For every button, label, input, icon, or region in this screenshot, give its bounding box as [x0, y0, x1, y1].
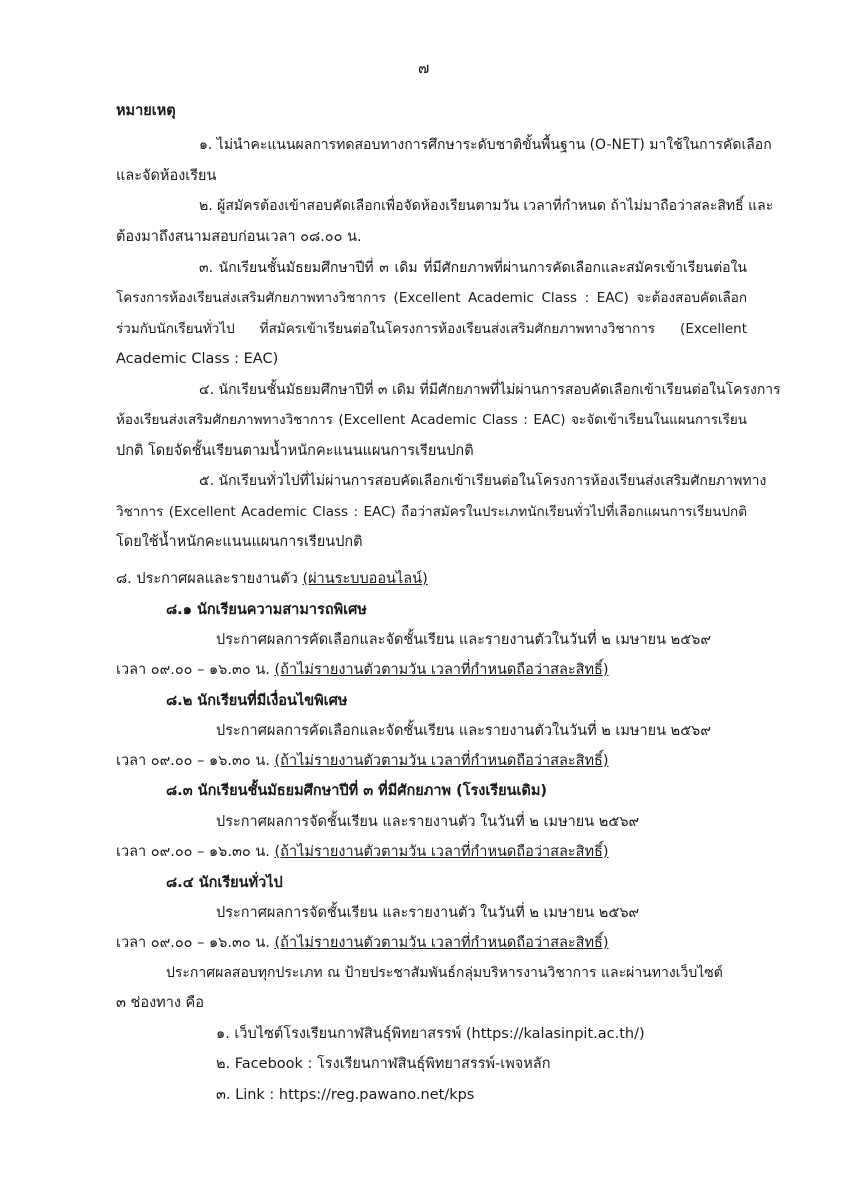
remark-1-line-1: ๑. ไม่นำคะแนนผลการทดสอบทางการศึกษาระดับชาติขั้นพื้นฐาน (O-NET) มาใช้ในการคัดเลือก [199, 137, 772, 153]
channels-intro-line-1: ประกาศผลสอบทุกประเภท ณ ป้ายประชาสัมพันธ์กลุ่มบริหารงานวิชาการ และผ่านทางเว็บไซต์ [166, 965, 723, 981]
section-8-3-time-text: เวลา ๐๙.๐๐ – ๑๖.๓๐ น. [116, 844, 275, 860]
remark-5-line-3: โดยใช้น้ำหนักคะแนนแผนการเรียนปกติ [116, 534, 363, 550]
section-8-4-detail: ประกาศผลการจัดชั้นเรียน และรายงานตัว ในวันที่ ๒ เมษายน ๒๕๖๙ [216, 905, 640, 921]
section-8-3-time [116, 842, 609, 862]
announce-heading [116, 569, 428, 589]
remark-2-line-1: ๒. ผู้สมัครต้องเข้าสอบคัดเลือกเพื่อจัดห้องเรียนตามวัน เวลาที่กำหนด ถ้าไม่มาถือว่าสละสิทธิ์ และ [199, 198, 774, 214]
section-8-3-detail: ประกาศผลการจัดชั้นเรียน และรายงานตัว ในวันที่ ๒ เมษายน ๒๕๖๙ [216, 814, 640, 830]
remark-5-line-2: วิชาการ (Excellent Academic Class : EAC) ถือว่าสมัครในประเภทนักเรียนทั่วไปที่เลือกแผนการเรียนปกติ [116, 504, 747, 520]
channel-link[interactable]: ๓. Link : https://reg.pawano.net/kps [216, 1087, 475, 1103]
remark-4-line-1: ๔. นักเรียนชั้นมัธยมศึกษาปีที่ ๓ เดิม ที่มีศักยภาพที่ไม่ผ่านการสอบคัดเลือกเข้าเรียนต่อในโครงการ [199, 382, 781, 398]
remarks-heading: หมายเหตุ [116, 103, 176, 119]
section-8-4-time [116, 933, 609, 953]
remark-2-line-2: ต้องมาถึงสนามสอบก่อนเวลา ๐๘.๐๐ น. [116, 229, 362, 245]
section-8-1-detail: ประกาศผลการคัดเลือกและจัดชั้นเรียน และรายงานตัวในวันที่ ๒ เมษายน ๒๕๖๙ [216, 632, 711, 648]
section-8-2-time [116, 751, 609, 771]
remark-4-line-3: ปกติ โดยจัดชั้นเรียนตามน้ำหนักคะแนนแผนการเรียนปกติ [116, 443, 474, 459]
section-8-2-time-text: เวลา ๐๙.๐๐ – ๑๖.๓๐ น. [116, 753, 275, 769]
remark-3-line-4: Academic Class : EAC) [116, 351, 279, 367]
section-8-3-note: (ถ้าไม่รายงานตัวตามวัน เวลาที่กำหนดถือว่าสละสิทธิ์) [274, 844, 609, 860]
channels-intro-line-2: ๓ ช่องทาง คือ [116, 995, 204, 1011]
section-8-1-time [116, 660, 609, 680]
channel-website[interactable]: ๑. เว็บไซต์โรงเรียนกาฬสินธุ์พิทยาสรรพ์ (https://kalasinpit.ac.th/) [216, 1026, 645, 1042]
section-8-3-title: ๘.๓ นักเรียนชั้นมัธยมศึกษาปีที่ ๓ ที่มีศักยภาพ (โรงเรียนเดิม) [166, 783, 548, 799]
section-8-1-title: ๘.๑ นักเรียนความสามารถพิเศษ [166, 602, 367, 618]
remark-4-line-2: ห้องเรียนส่งเสริมศักยภาพทางวิชาการ (Excellent Academic Class : EAC) จะจัดเข้าเรียนในแผนการเรียน [116, 412, 747, 428]
remark-3-line-1: ๓. นักเรียนชั้นมัธยมศึกษาปีที่ ๓ เดิม ที่มีศักยภาพที่ผ่านการคัดเลือกและสมัครเข้าเรียนต่อใน [199, 260, 747, 276]
remark-3-line-3: ร่วมกับนักเรียนทั่วไป ที่สมัครเข้าเรียนต่อในโครงการห้องเรียนส่งเสริมศักยภาพทางวิชาการ (Excellent [116, 321, 747, 337]
section-8-4-time-text: เวลา ๐๙.๐๐ – ๑๖.๓๐ น. [116, 935, 275, 951]
remark-3-line-2: โครงการห้องเรียนส่งเสริมศักยภาพทางวิชาการ (Excellent Academic Class : EAC) จะต้องสอบคัดเลือก [116, 290, 747, 306]
section-8-2-detail: ประกาศผลการคัดเลือกและจัดชั้นเรียน และรายงานตัวในวันที่ ๒ เมษายน ๒๕๖๙ [216, 723, 711, 739]
section-8-1-note: (ถ้าไม่รายงานตัวตามวัน เวลาที่กำหนดถือว่าสละสิทธิ์) [274, 662, 609, 678]
page-number: ๗ [418, 59, 430, 77]
section-8-2-note: (ถ้าไม่รายงานตัวตามวัน เวลาที่กำหนดถือว่าสละสิทธิ์) [274, 753, 609, 769]
channel-facebook[interactable]: ๒. Facebook : โรงเรียนกาฬสินธุ์พิทยาสรรพ์-เพจหลัก [216, 1056, 551, 1072]
remark-5-line-1: ๕. นักเรียนทั่วไปที่ไม่ผ่านการสอบคัดเลือกเข้าเรียนต่อในโครงการห้องเรียนส่งเสริมศักยภาพทาง [199, 473, 767, 489]
remark-1-line-2: และจัดห้องเรียน [116, 168, 217, 184]
section-8-2-title: ๘.๒ นักเรียนที่มีเงื่อนไขพิเศษ [166, 693, 348, 709]
section-8-4-title: ๘.๔ นักเรียนทั่วไป [166, 875, 283, 891]
section-8-4-note: (ถ้าไม่รายงานตัวตามวัน เวลาที่กำหนดถือว่าสละสิทธิ์) [274, 935, 609, 951]
announce-heading-online: (ผ่านระบบออนไลน์) [302, 571, 428, 587]
section-8-1-time-text: เวลา ๐๙.๐๐ – ๑๖.๓๐ น. [116, 662, 275, 678]
announce-heading-text: ๘. ประกาศผลและรายงานตัว [116, 571, 303, 587]
